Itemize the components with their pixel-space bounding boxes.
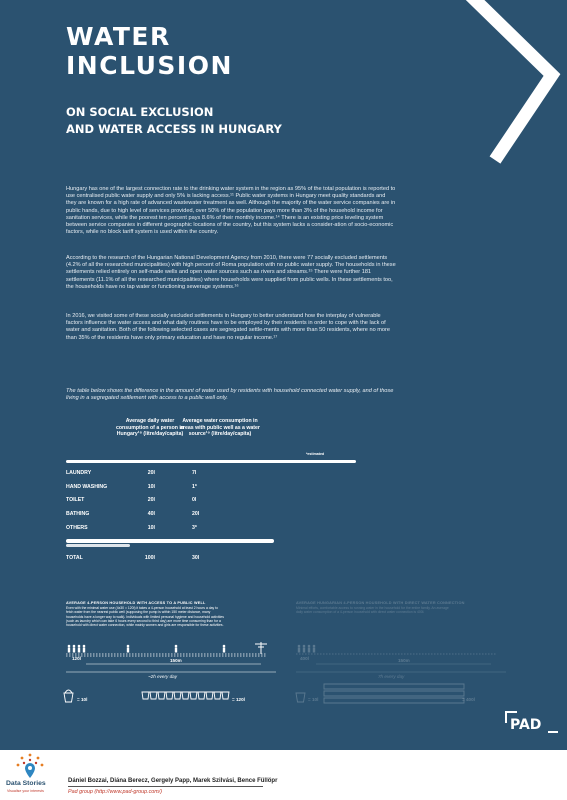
table-row [66,525,366,535]
row-value-hungary: 20l [147,497,155,503]
section-text-public-well: Even with the minimal water use (4x30 = 120l) it takes a 4-person household at least 2 hours a day to fetch water from the nearest public well (supposing the pump is within 150 meter distance, many households have a longer way to walk). Individuals with limited personal hygiene and household activities (such as laundry which can take 6 hours every second to third day) are more time consuming than for a household with direct water connection, while mainly women and girls are responsible for these activities. [66,606,224,628]
row-label: OTHERS [66,525,88,531]
bar-hungary [66,539,274,543]
table-intro: The table below shows the difference in the amount of water used by residents with household connected water supply, and of those living in a segregated settlement with access to a public well only. [66,388,394,402]
data-stories-name: Data Stories [6,780,46,787]
row-value-hungary: 10l [147,484,155,490]
section-title-direct-connection: AVERAGE HUNGARIAN 4-PERSON HOUSEHOLD WITH DIRECT WATER CONNECTION [296,601,465,605]
pad-logo: PAD [510,717,542,733]
pad-group-link[interactable]: Pad group (http://www.pad-group.com/) [68,789,163,795]
column-header-public-well: Average water consumption in areas with public well as a water source¹⁹ (litre/day/capita) [180,418,260,438]
data-stories-tagline: Visualise your interests [7,789,44,793]
total-label: TOTAL [66,555,83,561]
chevron-decoration [430,0,567,165]
bar-public-well [66,544,130,547]
bucket-legend-total: = 120l [232,697,245,702]
table-row [66,484,366,494]
bucket-legend-small-direct: = 10l [308,697,319,702]
row-value-public-well: 7l [192,470,197,476]
subtitle-line-2: AND WATER ACCESS IN HUNGARY [66,122,282,136]
row-value-hungary: 40l [147,511,155,517]
bucket-icons-public-well [62,684,242,706]
row-value-public-well: 0l [192,497,197,503]
title-line-2: INCLUSION [66,51,233,80]
paragraph-2: According to the research of the Hungarian National Development Agency from 2010, there were 77 socially excluded settlements (4.2% of all the researched municipalities) with high percent of Roma population with no public water supply. The households in these settlements relied entirely on self-made wells and open water sources such as rivers and streams.¹⁵ There were further 181 settlements (11.1% of all the researched municipalities) where households were supplied from public wells. In these settlements too, the households have no tap water or functioning sewerage systems.¹⁶ [66,255,396,290]
row-label: BATHING [66,511,90,517]
row-value-hungary: 20l [147,470,155,476]
total-value-hungary: 100l [144,555,155,561]
row-value-public-well: 3* [192,525,197,531]
duration-label-direct-connection: 7h every day [378,674,405,679]
table-row [66,470,366,480]
section-text-direct-connection: Minimal efforts, comfortable access to running water in the household for the entire family. An average daily water consumption of a 4-person household with direct water connection is 400l. [296,606,449,615]
pad-logo-underscore [548,731,558,733]
row-value-public-well: 20l [192,511,200,517]
row-value-hungary: 10l [147,525,155,531]
distance-label-public-well: 150m [170,658,182,663]
table-total-row [66,555,366,565]
table-row [66,497,366,507]
amount-label-public-well: 120l [72,656,81,661]
distance-label-direct-connection: 150m [398,658,410,663]
page-subtitle [66,104,282,138]
row-value-public-well: 1* [192,484,197,490]
row-label: HAND WASHING [66,484,108,490]
table-top-rule [66,460,356,463]
row-label: TOILET [66,497,85,503]
total-value-public-well: 30l [192,555,200,561]
row-label: LAUNDRY [66,470,92,476]
estimated-note: *estimated [306,452,325,456]
duration-label-public-well: ~2h every day [148,674,177,679]
paragraph-3: In 2016, we visited some of these socially excluded settlements in Hungary to better understand how the interplay of vulnerable factors influence the water access and what daily routines have to be employed by their residents in order to cope with the lack of water and sanitation. Both of the following selected cases are segregated settle-ments with more than 50 residents, where no more than 35% of the residents have only primary education and have no regular income.¹⁷ [66,313,390,341]
authors: Dániel Bozzai, Diána Berecz, Gergely Papp, Marek Szilvási, Bence Füllöpr [68,778,278,784]
bucket-legend-small: = 10l [77,697,88,702]
page-title [66,22,233,80]
subtitle-line-1: ON SOCIAL EXCLUSION [66,105,214,119]
table-row [66,511,366,521]
column-header-hungary: Average daily water consumption of a person in Hungary¹⁸ (litre/day/capita) [115,418,184,438]
section-title-public-well: AVERAGE 4-PERSON HOUSEHOLD WITH ACCESS TO A PUBLIC WELL [66,601,206,605]
bucket-icons-direct-connection [294,681,474,709]
authors-divider [68,786,263,787]
paragraph-1: Hungary has one of the largest connection rate to the drinking water system in the region as 95% of the total population is reported to use centralised public water supply and only 5% is lacking access.¹¹ Public water systems in Hungary meet quality standards and they are known for a high rate of advanced wastewater treatment as well. Although the majority of the water service companies are in public hands, due to high level of services provided, over 50% of the population pays more than 3% of the household income for sanitation services, while the poorest ten percent pays 8.6% of their monthly income.¹⁴ There is an existing price leveling system between service companies in different geographic locations of the country, but this system lacks a consider-ation of socio-economic factors, while no block tariff system is used within the country. [66,186,396,236]
amount-label-direct-connection: 400l [300,656,309,661]
data-stories-logo-icon [12,752,48,780]
title-line-1: WATER [66,22,171,51]
bucket-legend-total-direct: = 400l [462,697,475,702]
